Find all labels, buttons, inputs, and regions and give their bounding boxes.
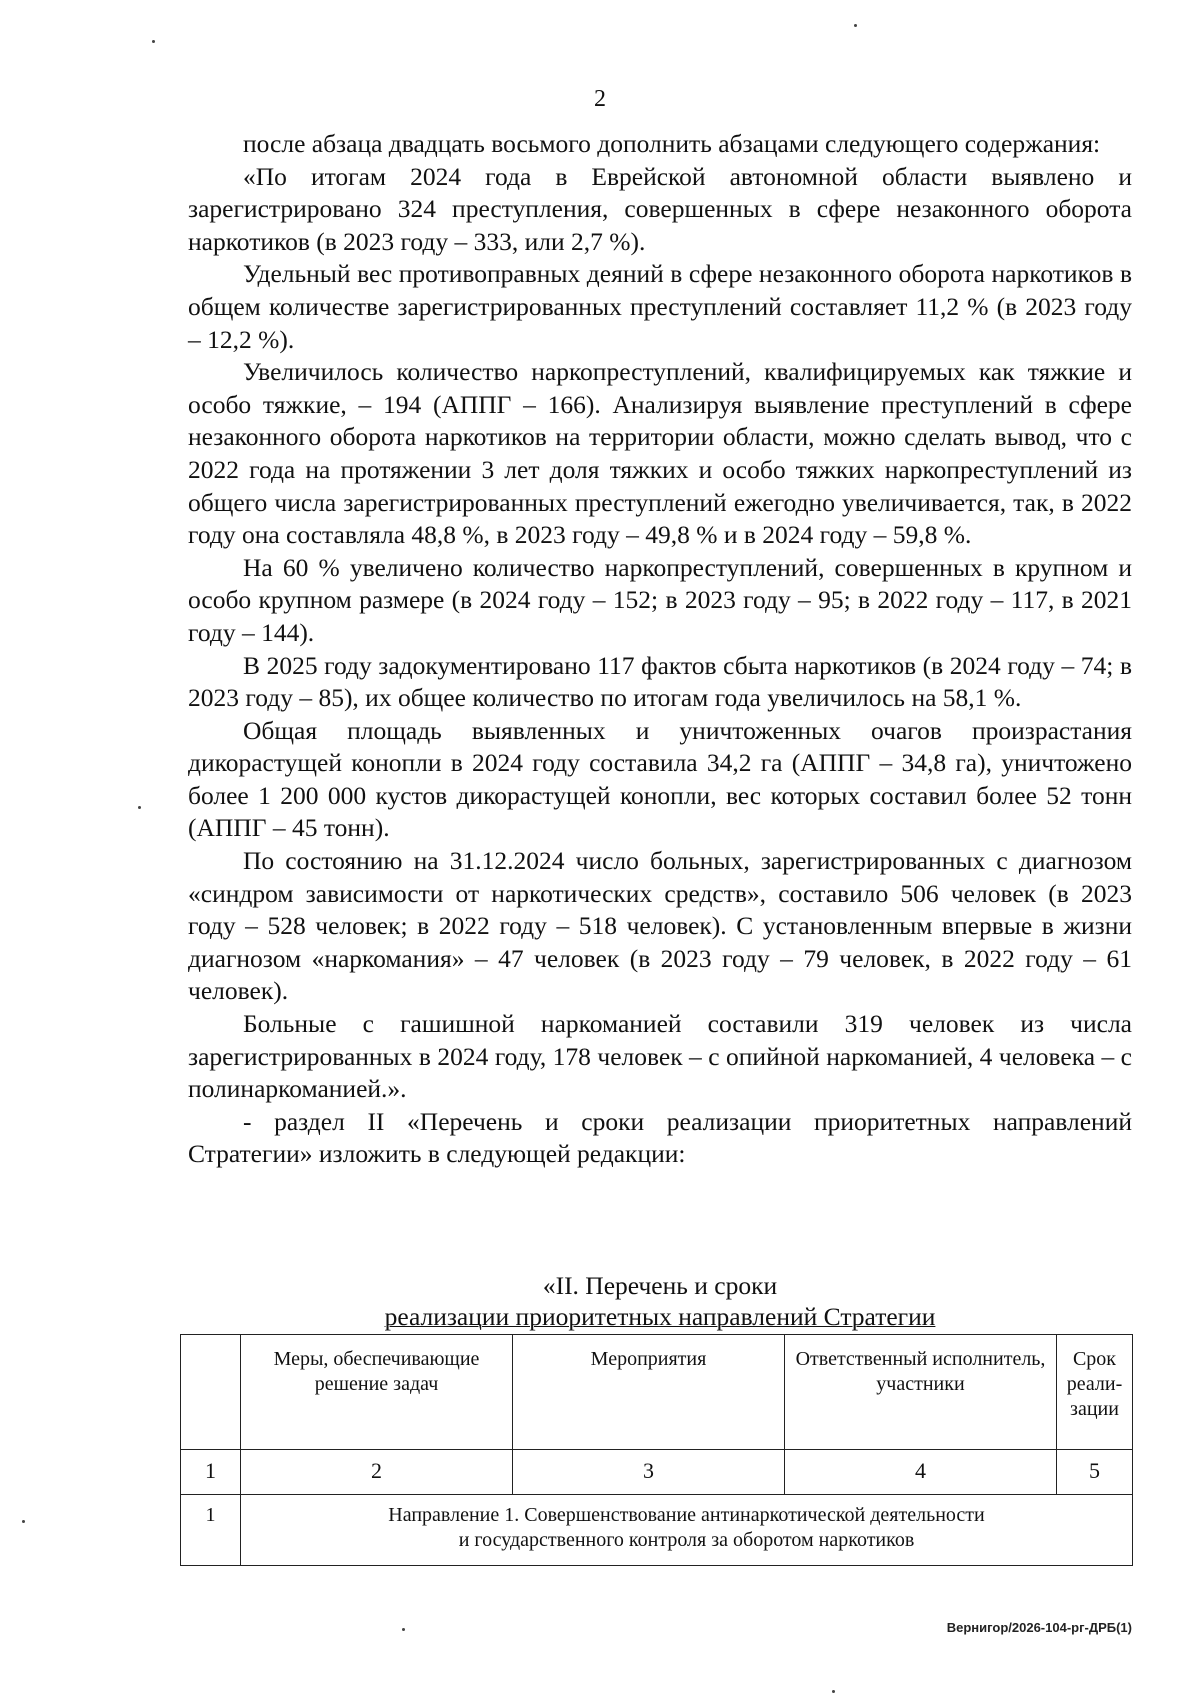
document-body xyxy=(188,128,1132,1171)
paragraph-section-replace: - раздел II «Перечень и сроки реализации приоритетных направлений Стратегии» изложить в следующей редакции: xyxy=(188,1106,1132,1169)
table-cell: 2 xyxy=(241,1450,513,1495)
table-header-cell: Мероприятия xyxy=(513,1335,785,1450)
direction-title-cell xyxy=(241,1495,1133,1566)
paragraph-hemp-area: Общая площадь выявленных и уничтоженных очагов произрастания дикорастущей конопли в 2024 году составила 34,2 га (АППГ – 34,8 га), уничтожено более 1 200 000 кустов дикорастущей конопли, вес которых составил более 52 тонн (АППГ – 45 тонн). xyxy=(188,715,1132,843)
direction-title-line2: и государственного контроля за оборотом наркотиков xyxy=(458,1529,915,1551)
paragraph-grave-crimes: Увеличилось количество наркопреступлений, квалифицируемых как тяжкие и особо тяжкие, – 194 (АППГ – 166). Анализируя выявление преступлений в сфере незаконного оборота наркотиков на территории области, можно сделать вывод, что с 2022 года на протяжении 3 лет доля тяжких и особо тяжких наркопреступлений из общего числа зарегистрированных преступлений ежегодно увеличивается, так, в 2022 году она составляла 48,8 %, в 2023 году – 49,8 % и в 2024 году – 59,8 %. xyxy=(188,357,1132,550)
table-header-cell xyxy=(181,1335,241,1450)
paragraph-amendment-intro: после абзаца двадцать восьмого дополнить абзацами следующего содержания: xyxy=(243,129,1101,158)
table-cell: 3 xyxy=(513,1450,785,1495)
page-number: 2 xyxy=(594,86,606,112)
footer-document-code: Вернигор/2026-104-рг-ДРБ(1) xyxy=(946,1620,1132,1635)
paragraph-large-scale: На 60 % увеличено количество наркопреступлений, совершенных в крупном и особо крупном размере (в 2024 году – 152; в 2023 году – 95; в 2022 году – 117, в 2021 году – 144). xyxy=(188,552,1132,647)
table-cell: 5 xyxy=(1057,1450,1133,1495)
table-header-cell: Срок реали-зации xyxy=(1057,1335,1133,1450)
scan-speck xyxy=(22,1520,25,1523)
paragraph-addiction-types: Больные с гашишной наркоманией составили 319 человек из числа зарегистрированных в 2024 году, 178 человек – с опийной наркоманией, 4 человека – с полинаркоманией.». xyxy=(188,1009,1132,1104)
table-cell: 1 xyxy=(181,1495,241,1566)
strategy-table xyxy=(180,1334,1133,1566)
scan-speck xyxy=(832,1690,835,1693)
table-number-row xyxy=(181,1450,1133,1495)
paragraph-share: Удельный вес противоправных деяний в сфере незаконного оборота наркотиков в общем количестве зарегистрированных преступлений составляет 11,2 % (в 2023 году – 12,2 %). xyxy=(188,259,1132,354)
direction-title-line1: Направление 1. Совершенствование антинаркотической деятельности xyxy=(388,1504,985,1526)
scan-speck xyxy=(138,806,141,809)
paragraph-crime-totals: «По итогам 2024 года в Еврейской автономной области выявлено и зарегистрировано 324 преступления, совершенных в сфере незаконного оборота наркотиков (в 2023 году – 333, или 2,7 %). xyxy=(188,161,1132,256)
table-cell: 4 xyxy=(785,1450,1057,1495)
scan-speck xyxy=(152,40,155,43)
section-heading-line2: реализации приоритетных направлений Стратегии xyxy=(384,1302,936,1331)
table-header-row xyxy=(181,1335,1133,1450)
section-heading-line1: «II. Перечень и сроки xyxy=(542,1271,778,1300)
scan-speck xyxy=(854,24,857,27)
scan-speck xyxy=(402,1628,405,1631)
paragraph-sales-facts: В 2025 году задокументировано 117 фактов сбыта наркотиков (в 2024 году – 74; в 2023 году – 85), их общее количество по итогам года увеличилось на 58,1 %. xyxy=(188,650,1132,713)
table-header-cell: Ответственный исполнитель, участники xyxy=(785,1335,1057,1450)
section-heading xyxy=(188,1270,1132,1332)
table-cell: 1 xyxy=(181,1450,241,1495)
table-direction-row xyxy=(181,1495,1133,1566)
paragraph-patients: По состоянию на 31.12.2024 число больных, зарегистрированных с диагнозом «синдром зависимости от наркотических средств», составило 506 человек (в 2023 году – 528 человек; в 2022 году – 518 человек). С установленным впервые в жизни диагнозом «наркомания» – 47 человек (в 2023 году – 79 человек, в 2022 году – 61 человек). xyxy=(188,846,1132,1006)
table-header-cell: Меры, обеспечивающие решение задач xyxy=(241,1335,513,1450)
